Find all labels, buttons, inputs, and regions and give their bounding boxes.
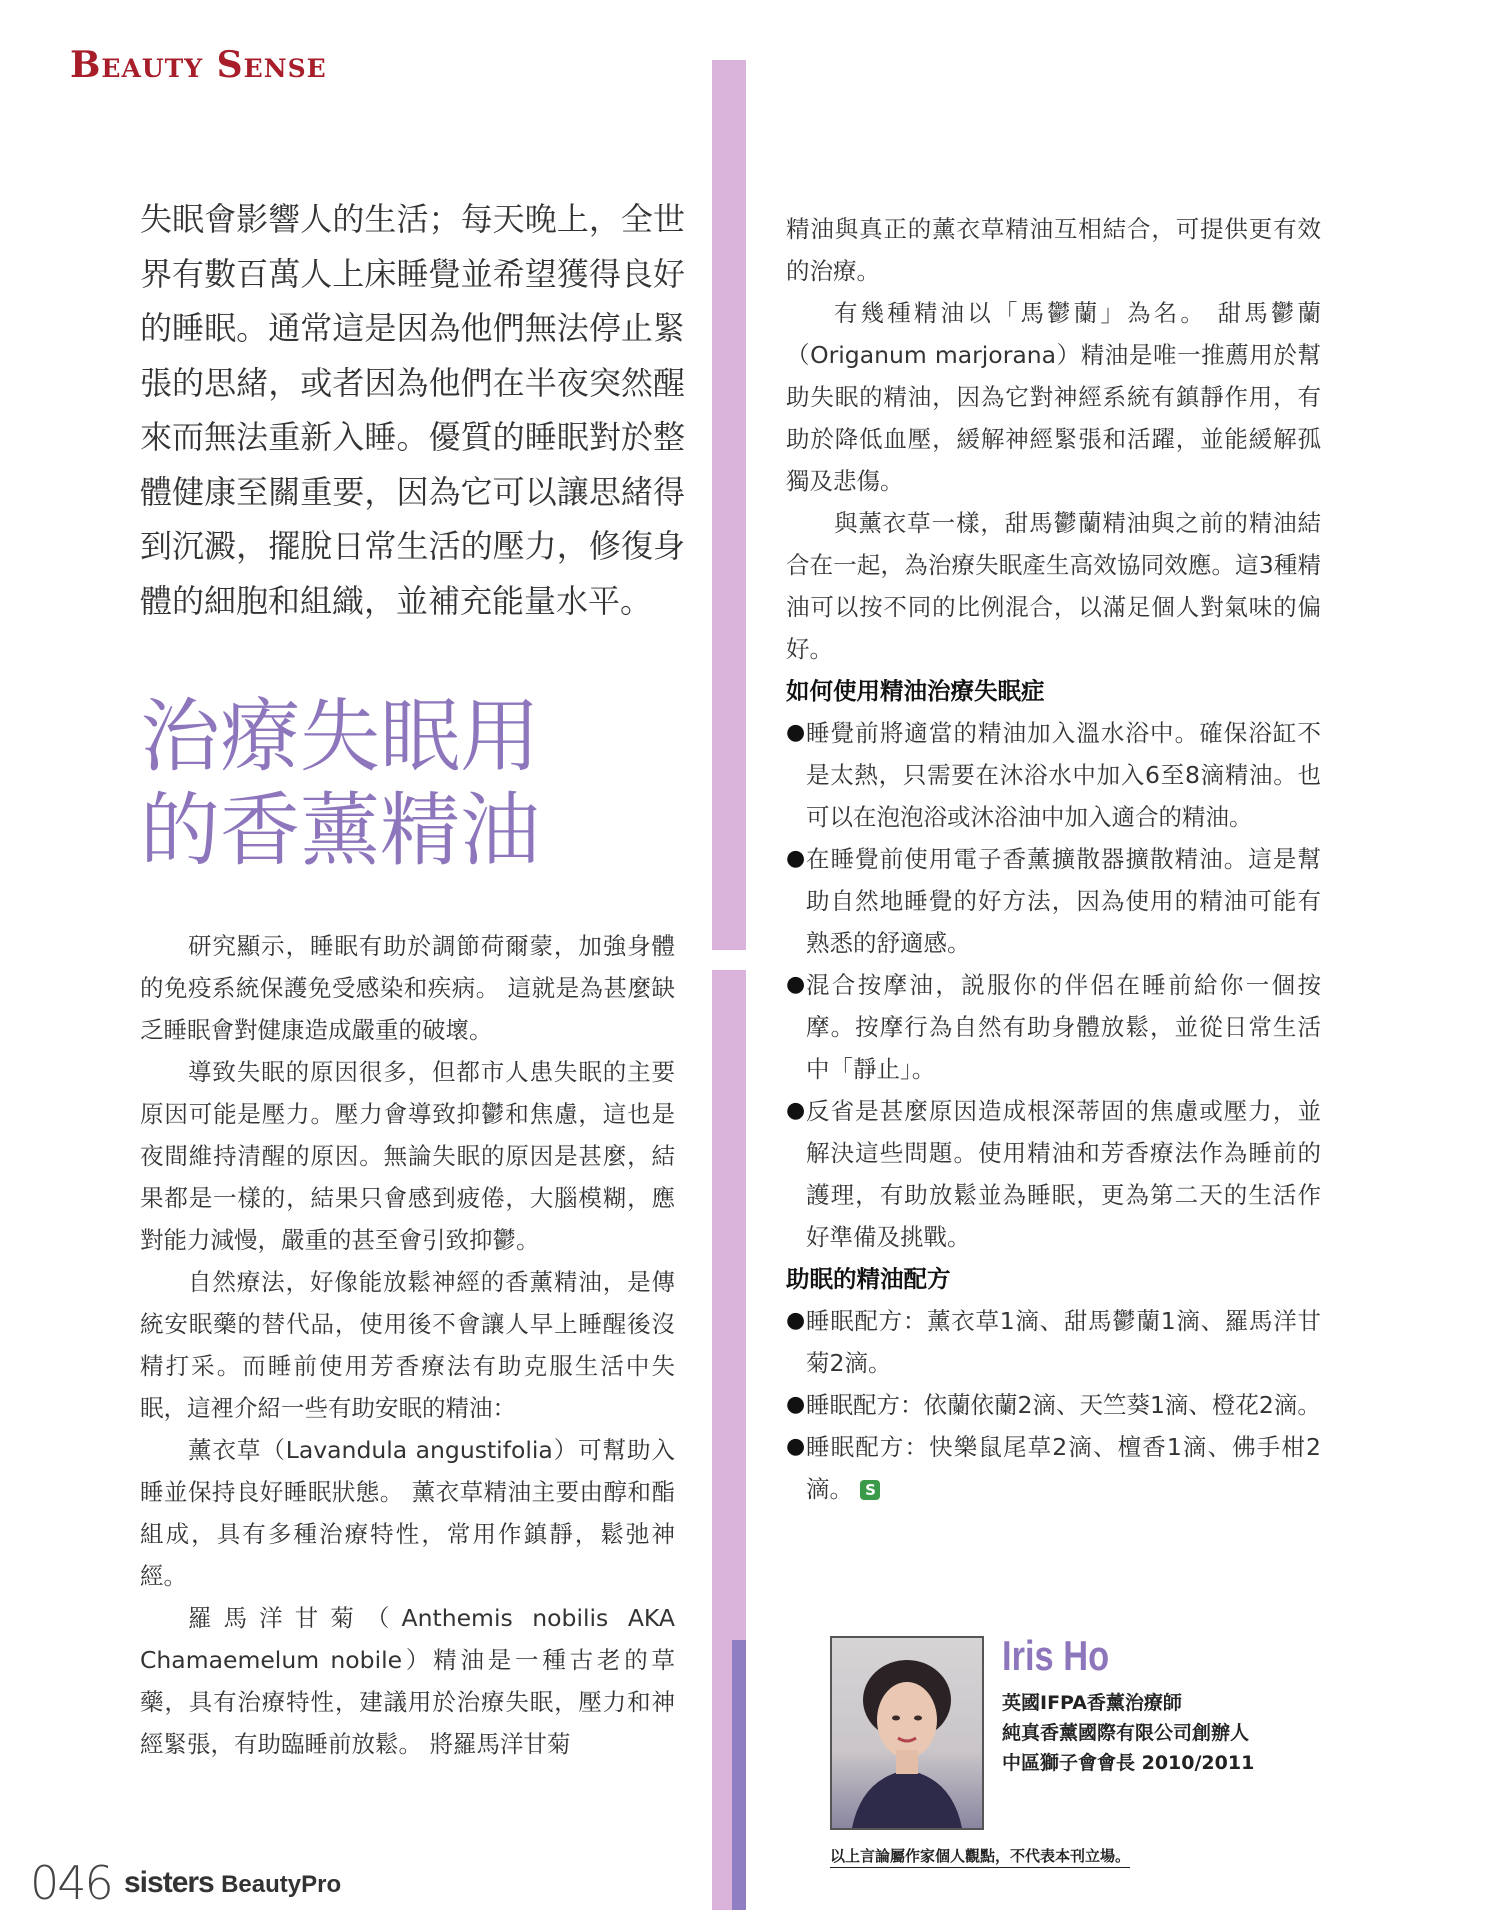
author-name: Iris Ho — [1002, 1632, 1110, 1679]
brand-subtitle: BeautyPro — [221, 1871, 342, 1898]
bullet-icon: ● — [786, 1098, 806, 1123]
page-number: 046 — [30, 1856, 112, 1910]
author-credential: 中區獅子會會長 2010/2011 — [1002, 1752, 1255, 1774]
bullet-icon: ● — [786, 1308, 806, 1333]
body-paragraph: 有幾種精油以「馬鬱蘭」為名。 甜馬鬱蘭（Origanum marjorana）精油是唯一推薦用於幫助失眠的精油，因為它對神經系統有鎮靜作用，有助於降低血壓，緩解神經緊張和活躍，並能緩解孤獨及悲傷。 — [786, 299, 1321, 495]
bullet-icon: ● — [786, 1392, 806, 1417]
author-portrait-icon — [832, 1638, 982, 1828]
bullet-icon: ● — [786, 720, 806, 745]
list-item — [786, 1090, 1321, 1258]
list-item-text: 反省是甚麼原因造成根深蒂固的焦慮或壓力，並解決這些問題。使用精油和芳香療法作為睡前的護理，有助放鬆並為睡眠，更為第二天的生活作好準備及挑戰。 — [806, 1097, 1321, 1251]
list-item — [786, 1300, 1321, 1384]
brand-name: sisters — [124, 1866, 214, 1899]
heading-line-1: 治療失眠用 — [140, 690, 540, 783]
subheading-usage: 如何使用精油治療失眠症 — [786, 677, 1045, 705]
body-paragraph: 自然療法，好像能放鬆神經的香薰精油，是傳統安眠藥的替代品，使用後不會讓人早上睡醒後沒精打采。而睡前使用芳香療法有助克服生活中失眠，這裡介紹一些有助安眠的精油： — [140, 1268, 675, 1422]
lead-paragraph: 失眠會影響人的生活；每天晚上，全世界有數百萬人上床睡覺並希望獲得良好的睡眠。通常這是因為他們無法停止緊張的思緒，或者因為他們在半夜突然醒來而無法重新入睡。優質的睡眠對於整體健康至關重要，因為它可以讓思緒得到沉澱，擺脫日常生活的壓力，修復身體的細胞和組織，並補充能量水平。 — [140, 200, 685, 620]
list-item — [786, 712, 1321, 838]
usage-list — [786, 712, 1321, 1258]
body-paragraph-continued: 精油與真正的薰衣草精油互相結合，可提供更有效的治療。 — [786, 215, 1321, 285]
lead-paragraph-block — [140, 192, 685, 628]
author-credential: 英國IFPA香薰治療師 — [1002, 1692, 1182, 1714]
author-photo — [830, 1636, 984, 1830]
list-item-text: 在睡覺前使用電子香薰擴散器擴散精油。這是幫助自然地睡覺的好方法，因為使用的精油可能有熟悉的舒適感。 — [806, 845, 1321, 957]
author-credentials — [1002, 1688, 1254, 1778]
author-credential: 純真香薰國際有限公司創辦人 — [1002, 1722, 1250, 1744]
list-item-text: 睡眠配方：依蘭依蘭2滴、天竺葵1滴、橙花2滴。 — [806, 1391, 1321, 1419]
subheading-formula: 助眠的精油配方 — [786, 1265, 951, 1293]
section-title: Beauty Sense — [70, 44, 327, 86]
heading-line-2: 的香薰精油 — [140, 784, 540, 877]
bullet-icon: ● — [786, 1434, 806, 1459]
list-item-text: 睡覺前將適當的精油加入溫水浴中。確保浴缸不是太熱，只需要在沐浴水中加入6至8滴精油。也可以在泡泡浴或沐浴油中加入適合的精油。 — [806, 719, 1321, 831]
formula-list — [786, 1300, 1321, 1510]
list-item-text: 睡眠配方：快樂鼠尾草2滴、檀香1滴、佛手柑2滴。 — [806, 1433, 1321, 1503]
disclaimer: 以上言論屬作家個人觀點，不代表本刊立場。 — [830, 1845, 1130, 1868]
list-item-text: 睡眠配方：薰衣草1滴、甜馬鬱蘭1滴、羅馬洋甘菊2滴。 — [806, 1307, 1321, 1377]
list-item — [786, 964, 1321, 1090]
list-item — [786, 1426, 1321, 1510]
bullet-icon: ● — [786, 972, 806, 997]
column-divider-accent — [732, 1640, 746, 1910]
body-paragraph: 薰衣草（Lavandula angustifolia）可幫助入睡並保持良好睡眠狀態。 薰衣草精油主要由醇和酯組成，具有多種治療特性，常用作鎮靜，鬆弛神經。 — [140, 1436, 675, 1590]
end-mark-icon: S — [860, 1480, 880, 1500]
article-heading — [140, 690, 680, 878]
body-paragraph: 羅馬洋甘菊（Anthemis nobilis AKA Chamaemelum nobile）精油是一種古老的草藥，具有治療特性，建議用於治療失眠，壓力和神經緊張，有助臨睡前放鬆。 將羅馬洋甘菊 — [140, 1604, 675, 1758]
right-column-body — [786, 208, 1321, 1510]
body-paragraph: 與薰衣草一樣，甜馬鬱蘭精油與之前的精油結合在一起，為治療失眠產生高效協同效應。這3種精油可以按不同的比例混合，以滿足個人對氣味的偏好。 — [786, 509, 1321, 663]
bullet-icon: ● — [786, 846, 806, 871]
column-divider-top — [712, 60, 746, 950]
list-item-text: 混合按摩油，説服你的伴侶在睡前給你一個按摩。按摩行為自然有助身體放鬆，並從日常生活中「靜止」。 — [806, 971, 1321, 1083]
body-paragraph: 導致失眠的原因很多，但都市人患失眠的主要原因可能是壓力。壓力會導致抑鬱和焦慮，這也是夜間維持清醒的原因。無論失眠的原因是甚麼，結果都是一樣的，結果只會感到疲倦，大腦模糊，應對能力減慢，嚴重的甚至會引致抑鬱。 — [140, 1058, 675, 1254]
body-paragraph: 研究顯示，睡眠有助於調節荷爾蒙，加強身體的免疫系統保護免受感染和疾病。 這就是為甚麼缺乏睡眠會對健康造成嚴重的破壞。 — [140, 932, 675, 1044]
list-item — [786, 838, 1321, 964]
publication-logo — [124, 1866, 341, 1900]
left-column-body — [140, 925, 675, 1765]
list-item — [786, 1384, 1321, 1426]
